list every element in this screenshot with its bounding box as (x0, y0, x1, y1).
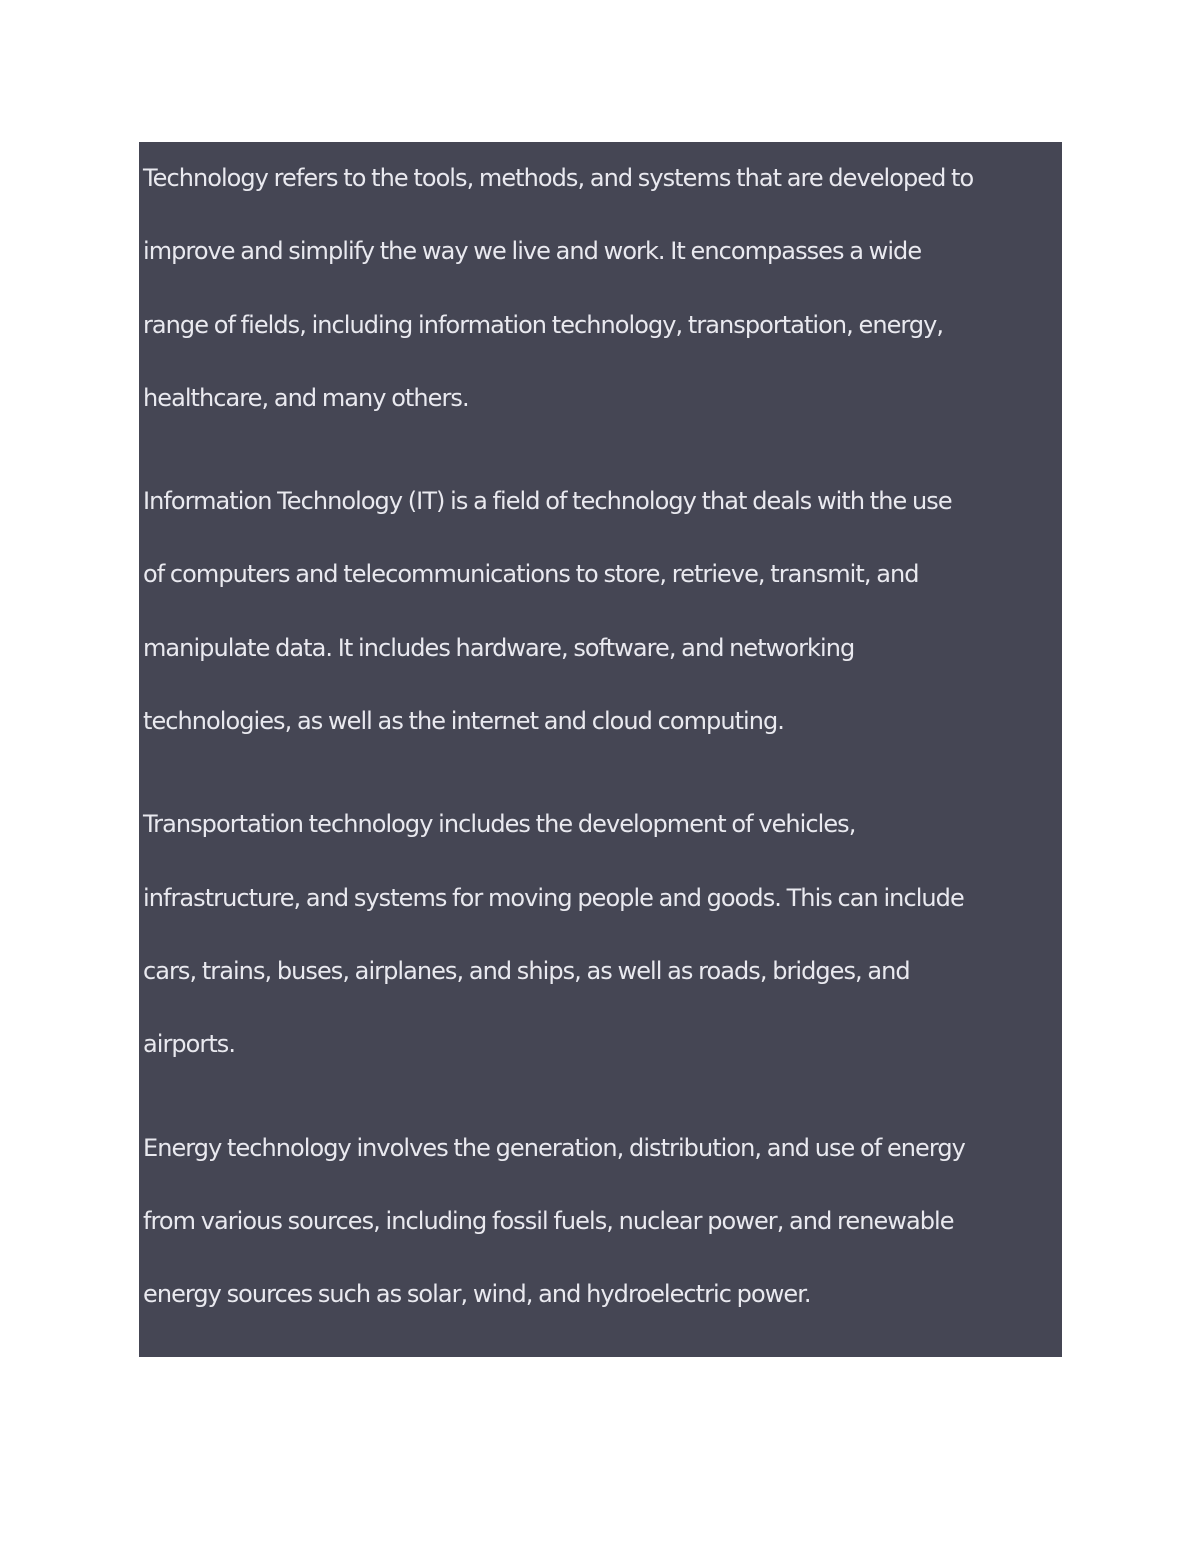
paragraph-technology (143, 142, 1062, 435)
text-line: from various sources, including fossil fuels, nuclear power, and renewable (143, 1206, 954, 1235)
text-line: of computers and telecommunications to store, retrieve, transmit, and (143, 560, 919, 589)
text-line: airports. (143, 1030, 236, 1059)
text-line: Information Technology (IT) is a field of technology that deals with the use (143, 487, 952, 516)
paragraph-transportation-technology (143, 788, 1062, 1081)
paragraph-information-technology (143, 465, 1062, 758)
paragraph-energy-technology (143, 1112, 1062, 1332)
text-line: Transportation technology includes the development of vehicles, (143, 810, 856, 839)
text-line: infrastructure, and systems for moving people and goods. This can include (143, 883, 964, 912)
text-line: improve and simplify the way we live and work. It encompasses a wide (143, 237, 922, 266)
text-line: energy sources such as solar, wind, and hydroelectric power. (143, 1280, 811, 1309)
text-line: Technology refers to the tools, methods, and systems that are developed to (143, 164, 974, 192)
document-text-block (139, 142, 1062, 1357)
text-line: range of fields, including information technology, transportation, energy, (143, 310, 944, 339)
text-line: manipulate data. It includes hardware, software, and networking (143, 633, 855, 662)
text-line: Energy technology involves the generation, distribution, and use of energy (143, 1133, 965, 1162)
text-line: technologies, as well as the internet and cloud computing. (143, 707, 784, 736)
text-line: cars, trains, buses, airplanes, and ships, as well as roads, bridges, and (143, 956, 910, 985)
text-line: healthcare, and many others. (143, 383, 469, 412)
